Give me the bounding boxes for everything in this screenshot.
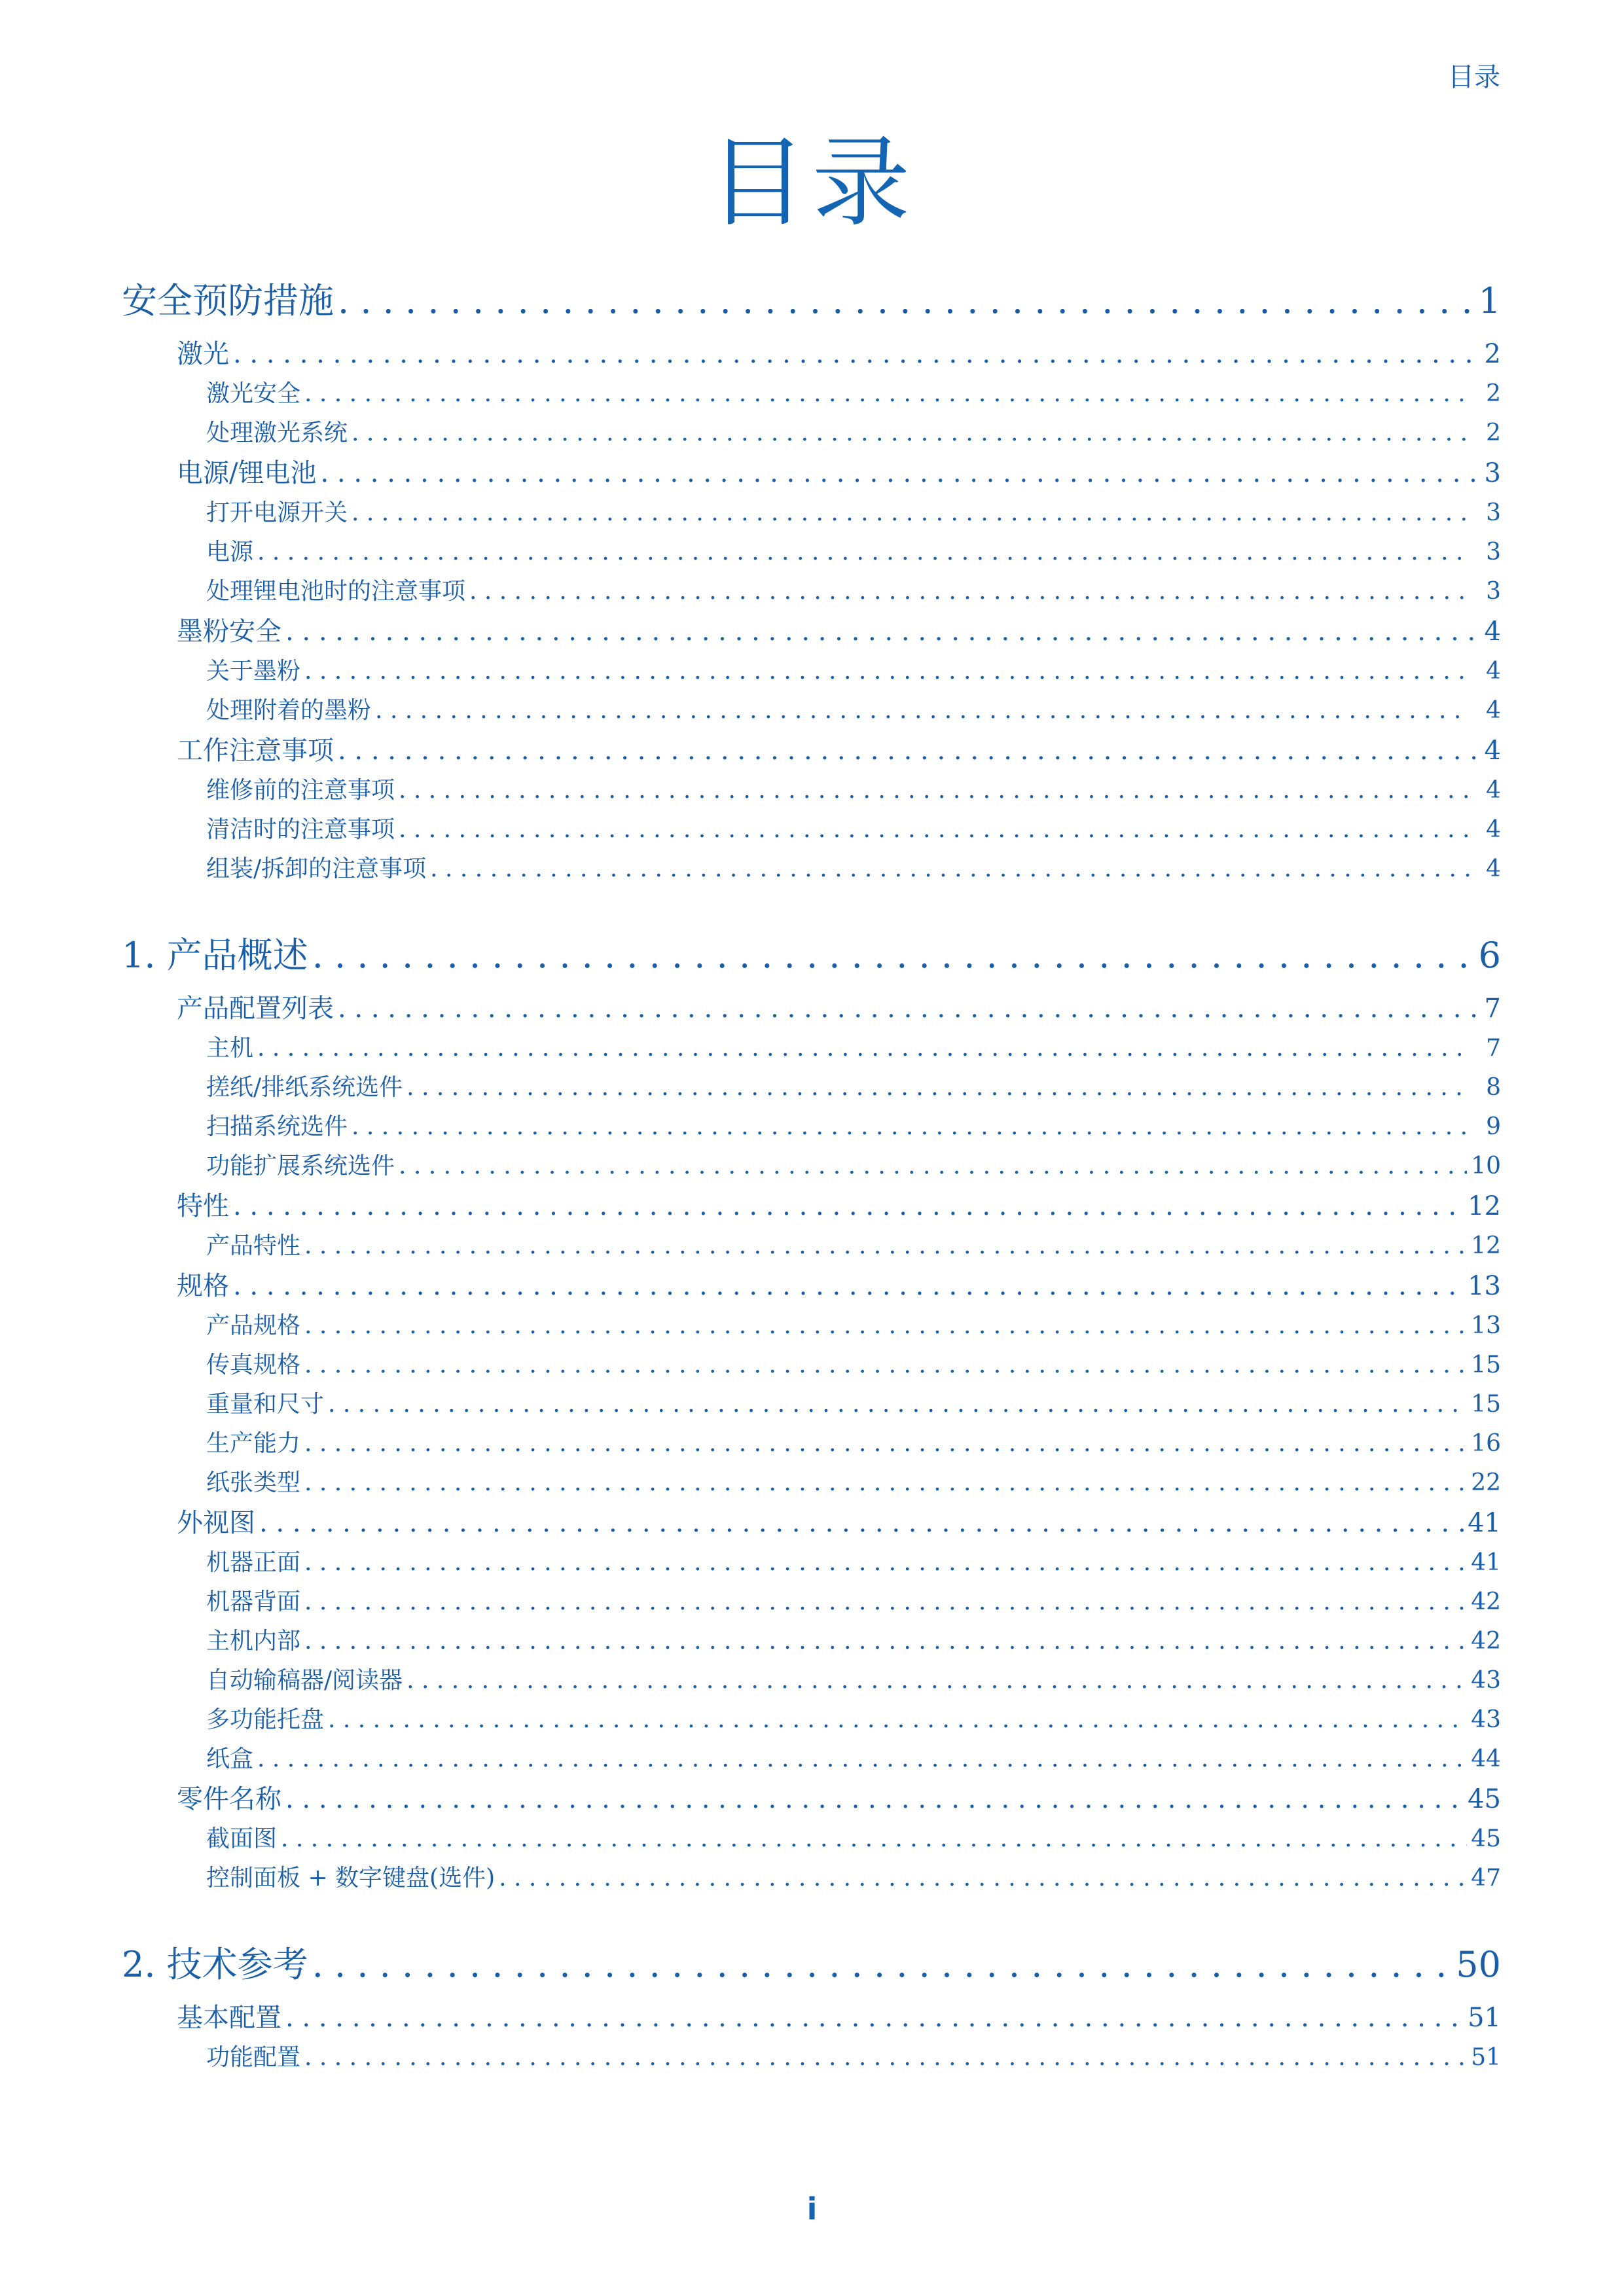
toc-page-number: 13 bbox=[1471, 1312, 1501, 1339]
toc-subsection-entry[interactable] bbox=[122, 1385, 1501, 1424]
dot-leader bbox=[352, 1107, 1471, 1147]
toc-entry-label: 零件名称 bbox=[177, 1784, 281, 1814]
toc-entry-label: 关于墨粉 bbox=[206, 658, 301, 685]
toc-page-number: 12 bbox=[1471, 1232, 1501, 1259]
toc-entry-label: 2. 技术参考 bbox=[122, 1944, 308, 1985]
dot-leader bbox=[399, 810, 1471, 850]
toc-page-number: 10 bbox=[1471, 1153, 1501, 1179]
toc-page-number: 13 bbox=[1468, 1271, 1501, 1301]
toc-entry-label: 激光 bbox=[177, 339, 229, 369]
toc-page-number: 15 bbox=[1471, 1391, 1501, 1418]
toc-entry-label: 1. 产品概述 bbox=[122, 935, 308, 976]
dot-leader bbox=[469, 572, 1471, 611]
toc-entry-label: 清洁时的注意事项 bbox=[206, 816, 395, 843]
dot-leader bbox=[233, 334, 1481, 374]
toc-page-number: 41 bbox=[1468, 1508, 1501, 1538]
dot-leader bbox=[281, 1820, 1467, 1859]
toc-entry-label: 功能扩展系统选件 bbox=[206, 1153, 395, 1179]
dot-leader bbox=[328, 1385, 1467, 1424]
toc-entry-label: 电源/锂电池 bbox=[177, 458, 317, 488]
toc-subsection-entry[interactable] bbox=[122, 1227, 1501, 1266]
toc-page-number: 22 bbox=[1471, 1469, 1501, 1496]
toc-section-entry[interactable] bbox=[122, 730, 1501, 771]
toc-page-number: 3 bbox=[1486, 539, 1501, 565]
toc-subsection-entry[interactable] bbox=[122, 1622, 1501, 1661]
toc-subsection-entry[interactable] bbox=[122, 810, 1501, 850]
toc-section-entry[interactable] bbox=[122, 1998, 1501, 2038]
toc-subsection-entry[interactable] bbox=[122, 1147, 1501, 1186]
toc-page-number: 2 bbox=[1486, 420, 1501, 446]
dot-leader bbox=[285, 1779, 1464, 1820]
toc-chapter[interactable] bbox=[122, 923, 1501, 988]
toc-subsection-entry[interactable] bbox=[122, 771, 1501, 810]
dot-leader bbox=[352, 493, 1471, 533]
toc-chapter[interactable] bbox=[122, 1932, 1501, 1998]
running-header: 目录 bbox=[1448, 62, 1500, 92]
toc-entry-label: 电源 bbox=[206, 539, 254, 565]
dot-leader bbox=[320, 453, 1480, 493]
toc-entry-label: 截面图 bbox=[206, 1825, 278, 1852]
toc-entry-label: 控制面板 + 数字键盘(选件) bbox=[206, 1865, 496, 1892]
toc-page-number: 2 bbox=[1484, 339, 1501, 369]
toc-page-number: 8 bbox=[1486, 1074, 1501, 1101]
dot-leader bbox=[285, 611, 1481, 652]
toc-subsection-entry[interactable] bbox=[122, 1346, 1501, 1385]
toc-section-entry[interactable] bbox=[122, 1503, 1501, 1543]
dot-leader bbox=[233, 1266, 1464, 1306]
dot-leader bbox=[304, 2038, 1467, 2077]
toc-subsection-entry[interactable] bbox=[122, 1740, 1501, 1779]
toc-entry-label: 重量和尺寸 bbox=[206, 1391, 325, 1418]
toc-section bbox=[122, 268, 1501, 889]
toc-subsection-entry[interactable] bbox=[122, 1583, 1501, 1622]
toc-page-number: 42 bbox=[1471, 1588, 1501, 1615]
toc-entry-label: 维修前的注意事项 bbox=[206, 777, 395, 804]
toc-entry-label: 处理锂电池时的注意事项 bbox=[206, 578, 466, 605]
dot-leader bbox=[312, 923, 1475, 988]
toc-page-number: 4 bbox=[1486, 658, 1501, 685]
toc-entry-label: 生产能力 bbox=[206, 1430, 301, 1457]
toc-page-number: 3 bbox=[1484, 458, 1501, 488]
toc-entry-label: 处理激光系统 bbox=[206, 420, 348, 446]
toc-entry-label: 产品配置列表 bbox=[177, 994, 334, 1024]
toc-entry-label: 纸盒 bbox=[206, 1746, 254, 1772]
toc-page-number: 43 bbox=[1471, 1667, 1501, 1694]
toc-page-number: 3 bbox=[1486, 578, 1501, 605]
dot-leader bbox=[304, 1543, 1467, 1583]
toc-subsection-entry[interactable] bbox=[122, 493, 1501, 533]
toc-entry-label: 组装/拆卸的注意事项 bbox=[206, 855, 427, 882]
dot-leader bbox=[304, 1346, 1467, 1385]
toc-entry-label: 纸张类型 bbox=[206, 1469, 301, 1496]
toc-entry-label: 产品规格 bbox=[206, 1312, 301, 1339]
toc-page-number: 15 bbox=[1471, 1352, 1501, 1378]
toc-subsection-entry[interactable] bbox=[122, 1859, 1501, 1898]
toc-page-number: 7 bbox=[1484, 994, 1501, 1024]
toc-page-number: 42 bbox=[1471, 1628, 1501, 1655]
toc-page-number: 43 bbox=[1471, 1706, 1501, 1733]
dot-leader bbox=[257, 1029, 1471, 1068]
toc-chapter[interactable] bbox=[122, 268, 1501, 334]
toc-entry-label: 激光安全 bbox=[206, 380, 301, 407]
toc-page-number: 50 bbox=[1456, 1944, 1501, 1985]
dot-leader bbox=[312, 1932, 1453, 1998]
toc-entry-label: 特性 bbox=[177, 1191, 229, 1221]
toc-page-number: 2 bbox=[1486, 380, 1501, 407]
toc-page-number: 4 bbox=[1486, 816, 1501, 843]
dot-leader bbox=[285, 1998, 1464, 2038]
toc-subsection-entry[interactable] bbox=[122, 374, 1501, 414]
page-number: i bbox=[806, 2191, 818, 2227]
toc-subsection-entry[interactable] bbox=[122, 1107, 1501, 1147]
dot-leader bbox=[352, 414, 1471, 453]
dot-leader bbox=[304, 374, 1471, 414]
toc-subsection-entry[interactable] bbox=[122, 1463, 1501, 1503]
dot-leader bbox=[304, 652, 1471, 691]
toc-page-number: 4 bbox=[1486, 855, 1501, 882]
toc-entry-label: 工作注意事项 bbox=[177, 736, 334, 766]
toc-subsection-entry[interactable] bbox=[122, 572, 1501, 611]
toc-section-entry[interactable] bbox=[122, 988, 1501, 1029]
toc-page-number: 4 bbox=[1486, 697, 1501, 724]
dot-leader bbox=[338, 730, 1481, 771]
toc-subsection-entry[interactable] bbox=[122, 414, 1501, 453]
toc-section-entry[interactable] bbox=[122, 1266, 1501, 1306]
dot-leader bbox=[406, 1661, 1467, 1700]
toc-entry-label: 墨粉安全 bbox=[177, 617, 281, 647]
toc-entry-label: 处理附着的墨粉 bbox=[206, 697, 372, 724]
dot-leader bbox=[338, 268, 1475, 334]
toc-subsection-entry[interactable] bbox=[122, 1820, 1501, 1859]
toc-entry-label: 多功能托盘 bbox=[206, 1706, 325, 1733]
toc-page-number: 45 bbox=[1468, 1784, 1501, 1814]
toc-entry-label: 扫描系统选件 bbox=[206, 1113, 348, 1140]
toc-section-entry[interactable] bbox=[122, 453, 1501, 493]
toc-section-entry[interactable] bbox=[122, 1186, 1501, 1227]
toc-subsection-entry[interactable] bbox=[122, 533, 1501, 572]
dot-leader bbox=[375, 691, 1471, 730]
toc-subsection-entry[interactable] bbox=[122, 1068, 1501, 1107]
toc-entry-label: 搓纸/排纸系统选件 bbox=[206, 1074, 403, 1101]
page-title: 目录 bbox=[708, 126, 916, 240]
toc-page-number: 41 bbox=[1471, 1549, 1501, 1576]
toc-entry-label: 基本配置 bbox=[177, 2003, 281, 2033]
toc-entry-label: 机器正面 bbox=[206, 1549, 301, 1576]
toc-subsection-entry[interactable] bbox=[122, 1543, 1501, 1583]
toc-subsection-entry[interactable] bbox=[122, 1700, 1501, 1740]
toc-entry-label: 外视图 bbox=[177, 1508, 255, 1538]
dot-leader bbox=[304, 1306, 1467, 1346]
toc-entry-label: 安全预防措施 bbox=[122, 280, 334, 321]
dot-leader bbox=[430, 850, 1471, 889]
dot-leader bbox=[304, 1622, 1467, 1661]
toc-page-number: 12 bbox=[1468, 1191, 1501, 1221]
dot-leader bbox=[338, 988, 1481, 1029]
toc-section bbox=[122, 923, 1501, 1898]
dot-leader bbox=[259, 1503, 1464, 1543]
toc-entry-label: 功能配置 bbox=[206, 2044, 301, 2071]
dot-leader bbox=[499, 1859, 1467, 1898]
dot-leader bbox=[399, 1147, 1467, 1186]
toc-subsection-entry[interactable] bbox=[122, 1424, 1501, 1463]
dot-leader bbox=[257, 1740, 1467, 1779]
toc-section bbox=[122, 1932, 1501, 2077]
toc-entry-label: 产品特性 bbox=[206, 1232, 301, 1259]
toc-entry-label: 规格 bbox=[177, 1271, 229, 1301]
toc-subsection-entry[interactable] bbox=[122, 691, 1501, 730]
toc-page-number: 45 bbox=[1471, 1825, 1501, 1852]
toc-page-number: 6 bbox=[1478, 935, 1501, 976]
toc-subsection-entry[interactable] bbox=[122, 1306, 1501, 1346]
toc-entry-label: 机器背面 bbox=[206, 1588, 301, 1615]
toc-entry-label: 主机内部 bbox=[206, 1628, 301, 1655]
toc-subsection-entry[interactable] bbox=[122, 1029, 1501, 1068]
toc-subsection-entry[interactable] bbox=[122, 1661, 1501, 1700]
toc-page-number: 4 bbox=[1484, 736, 1501, 766]
toc-page-number: 4 bbox=[1486, 777, 1501, 804]
dot-leader bbox=[399, 771, 1471, 810]
toc-page-number: 9 bbox=[1486, 1113, 1501, 1140]
toc-page-number: 51 bbox=[1471, 2044, 1501, 2071]
toc-section-entry[interactable] bbox=[122, 334, 1501, 374]
toc-page-number: 44 bbox=[1471, 1746, 1501, 1772]
toc-entry-label: 自动输稿器/阅读器 bbox=[206, 1667, 403, 1694]
dot-leader bbox=[328, 1700, 1467, 1740]
dot-leader bbox=[406, 1068, 1471, 1107]
toc-entry-label: 主机 bbox=[206, 1035, 254, 1062]
toc-subsection-entry[interactable] bbox=[122, 2038, 1501, 2077]
toc-page-number: 3 bbox=[1486, 499, 1501, 526]
toc-entry-label: 打开电源开关 bbox=[206, 499, 348, 526]
toc-subsection-entry[interactable] bbox=[122, 850, 1501, 889]
toc-page-number: 16 bbox=[1471, 1430, 1501, 1457]
toc-section-entry[interactable] bbox=[122, 611, 1501, 652]
toc-page-number: 4 bbox=[1484, 617, 1501, 647]
toc-page-number: 47 bbox=[1471, 1865, 1501, 1892]
toc-page-number: 51 bbox=[1468, 2003, 1501, 2033]
dot-leader bbox=[304, 1227, 1467, 1266]
table-of-contents bbox=[122, 268, 1501, 2077]
dot-leader bbox=[257, 533, 1471, 572]
dot-leader bbox=[233, 1186, 1464, 1227]
toc-page-number: 1 bbox=[1478, 280, 1501, 321]
toc-subsection-entry[interactable] bbox=[122, 652, 1501, 691]
dot-leader bbox=[304, 1583, 1467, 1622]
toc-entry-label: 传真规格 bbox=[206, 1352, 301, 1378]
toc-page-number: 7 bbox=[1486, 1035, 1501, 1062]
dot-leader bbox=[304, 1424, 1467, 1463]
dot-leader bbox=[304, 1463, 1467, 1503]
toc-section-entry[interactable] bbox=[122, 1779, 1501, 1820]
